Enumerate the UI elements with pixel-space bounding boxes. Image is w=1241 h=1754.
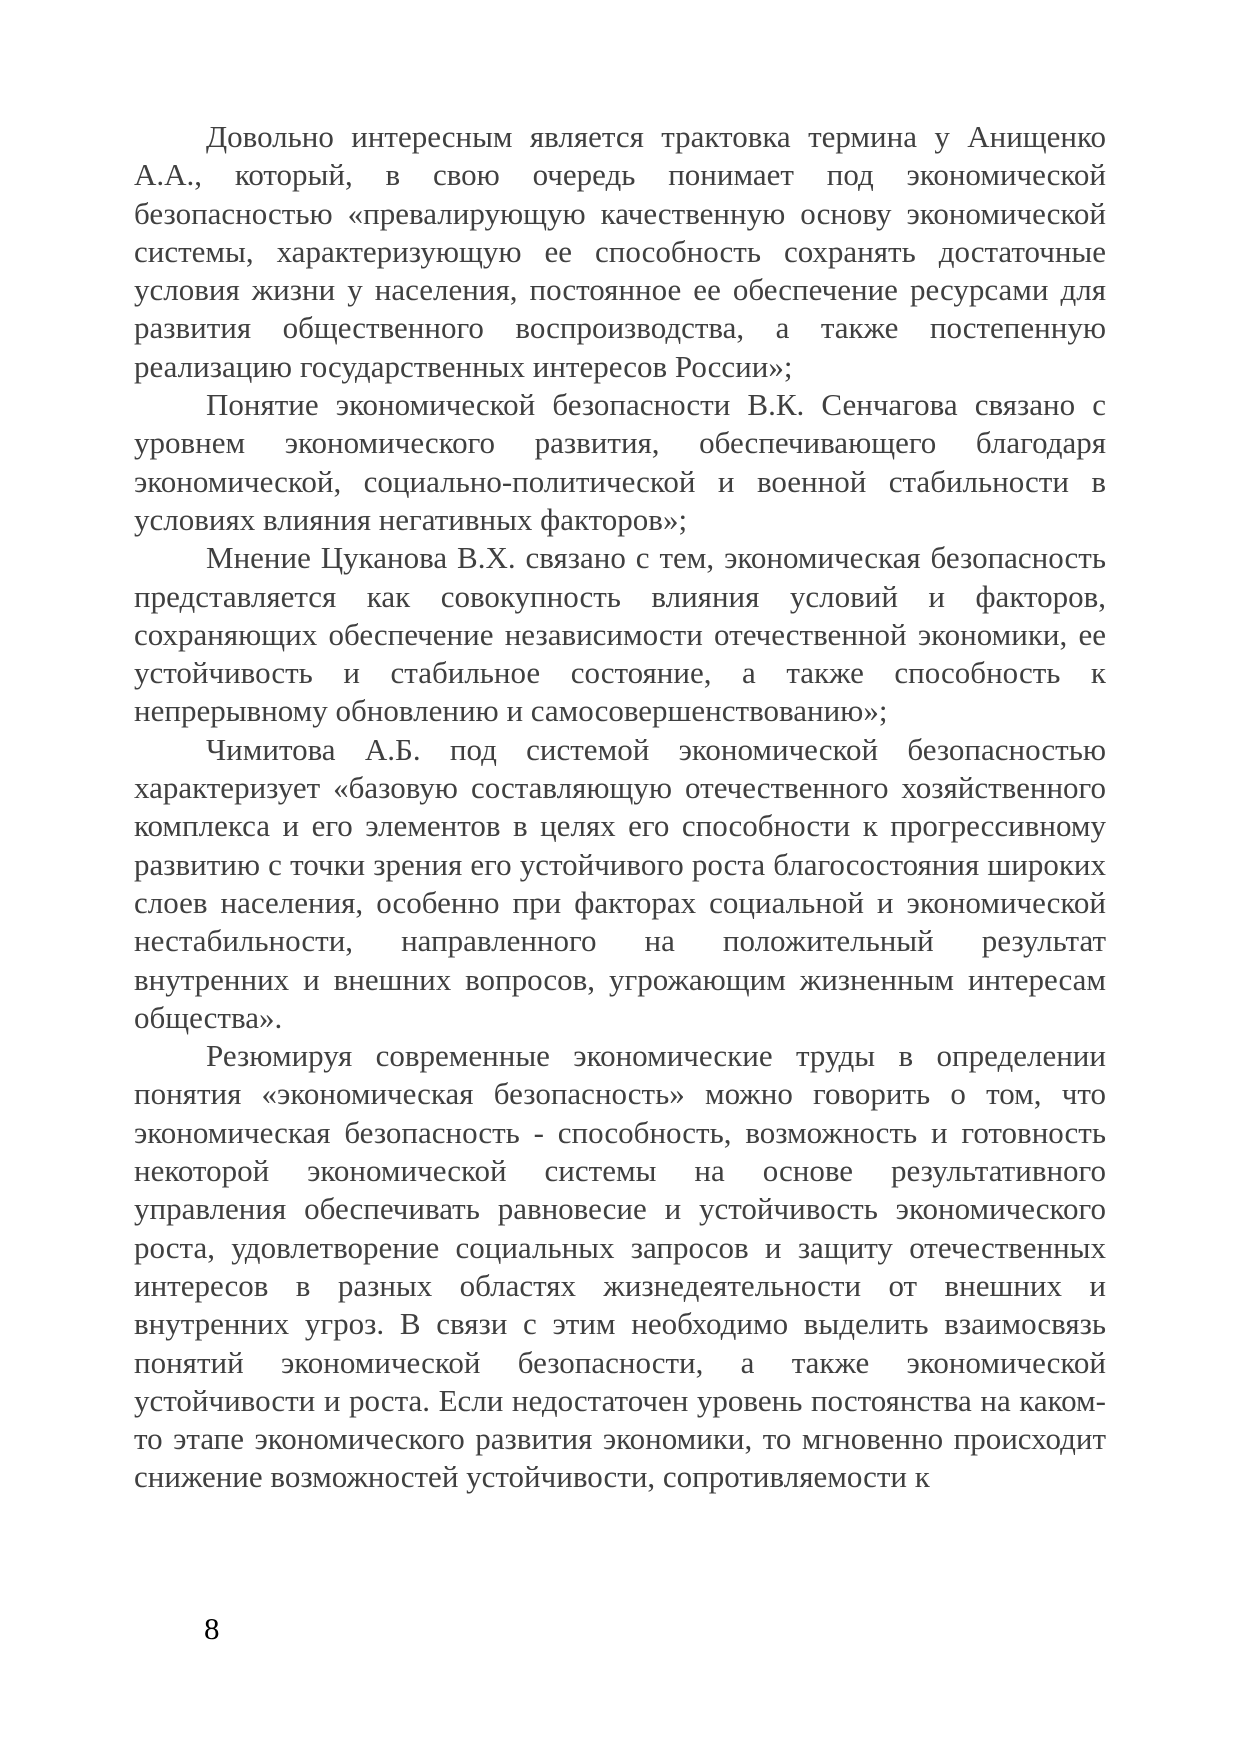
paragraph-chimitova: Чимитова А.Б. под системой экономической безопасностью характеризует «базовую составляющую отечественного хозяйственного комплекса и его элементов в целях его способности к прогрессивному развитию с точки зрения его устойчивого роста благосостояния широких слоев населения, особенно при факторах социальной и экономической нестабильности, направленного на положительный результат внутренних и внешних вопросов, угрожающим жизненным интересам общества». xyxy=(134,731,1106,1035)
paragraph-senchagov: Понятие экономической безопасности В.К. Сенчагова связано с уровнем экономического развития, обеспечивающего благодаря экономической, социально-политической и военной стабильности в условиях влияния негативных факторов»; xyxy=(134,387,1106,537)
page-number: 8 xyxy=(204,1611,220,1646)
paragraph-anishchenko: Довольно интересным является трактовка термина у Анищенко А.А., который, в свою очередь понимает под экономической безопасностью «превалирующую качественную основу экономической системы, характеризующую ее способность сохранять достаточные условия жизни у населения, постоянное ее обеспечение ресурсами для развития общественного воспроизводства, а также постепенную реализацию государственных интересов России»; xyxy=(134,119,1106,384)
body-text xyxy=(134,118,1106,1497)
paragraph-summary: Резюмируя современные экономические труды в определении понятия «экономическая безопасность» можно говорить о том, что экономическая безопасность - способность, возможность и готовность некоторой экономической системы на основе результативного управления обеспечивать равновесие и устойчивость экономического роста, удовлетворение социальных запросов и защиту отечественных интересов в разных областях жизнедеятельности от внешних и внутренних угроз. В связи с этим необходимо выделить взаимосвязь понятий экономической безопасности, а также экономической устойчивости и роста. Если недостаточен уровень постоянства на каком-то этапе экономического развития экономики, то мгновенно происходит снижение возможностей устойчивости, сопротивляемости к xyxy=(134,1038,1106,1495)
paragraph-tsukanov: Мнение Цуканова В.Х. связано с тем, экономическая безопасность представляется как совокупность влияния условий и факторов, сохраняющих обеспечение независимости отечественной экономики, ее устойчивость и стабильное состояние, а также способность к непрерывному обновлению и самосовершенствованию»; xyxy=(134,540,1106,729)
